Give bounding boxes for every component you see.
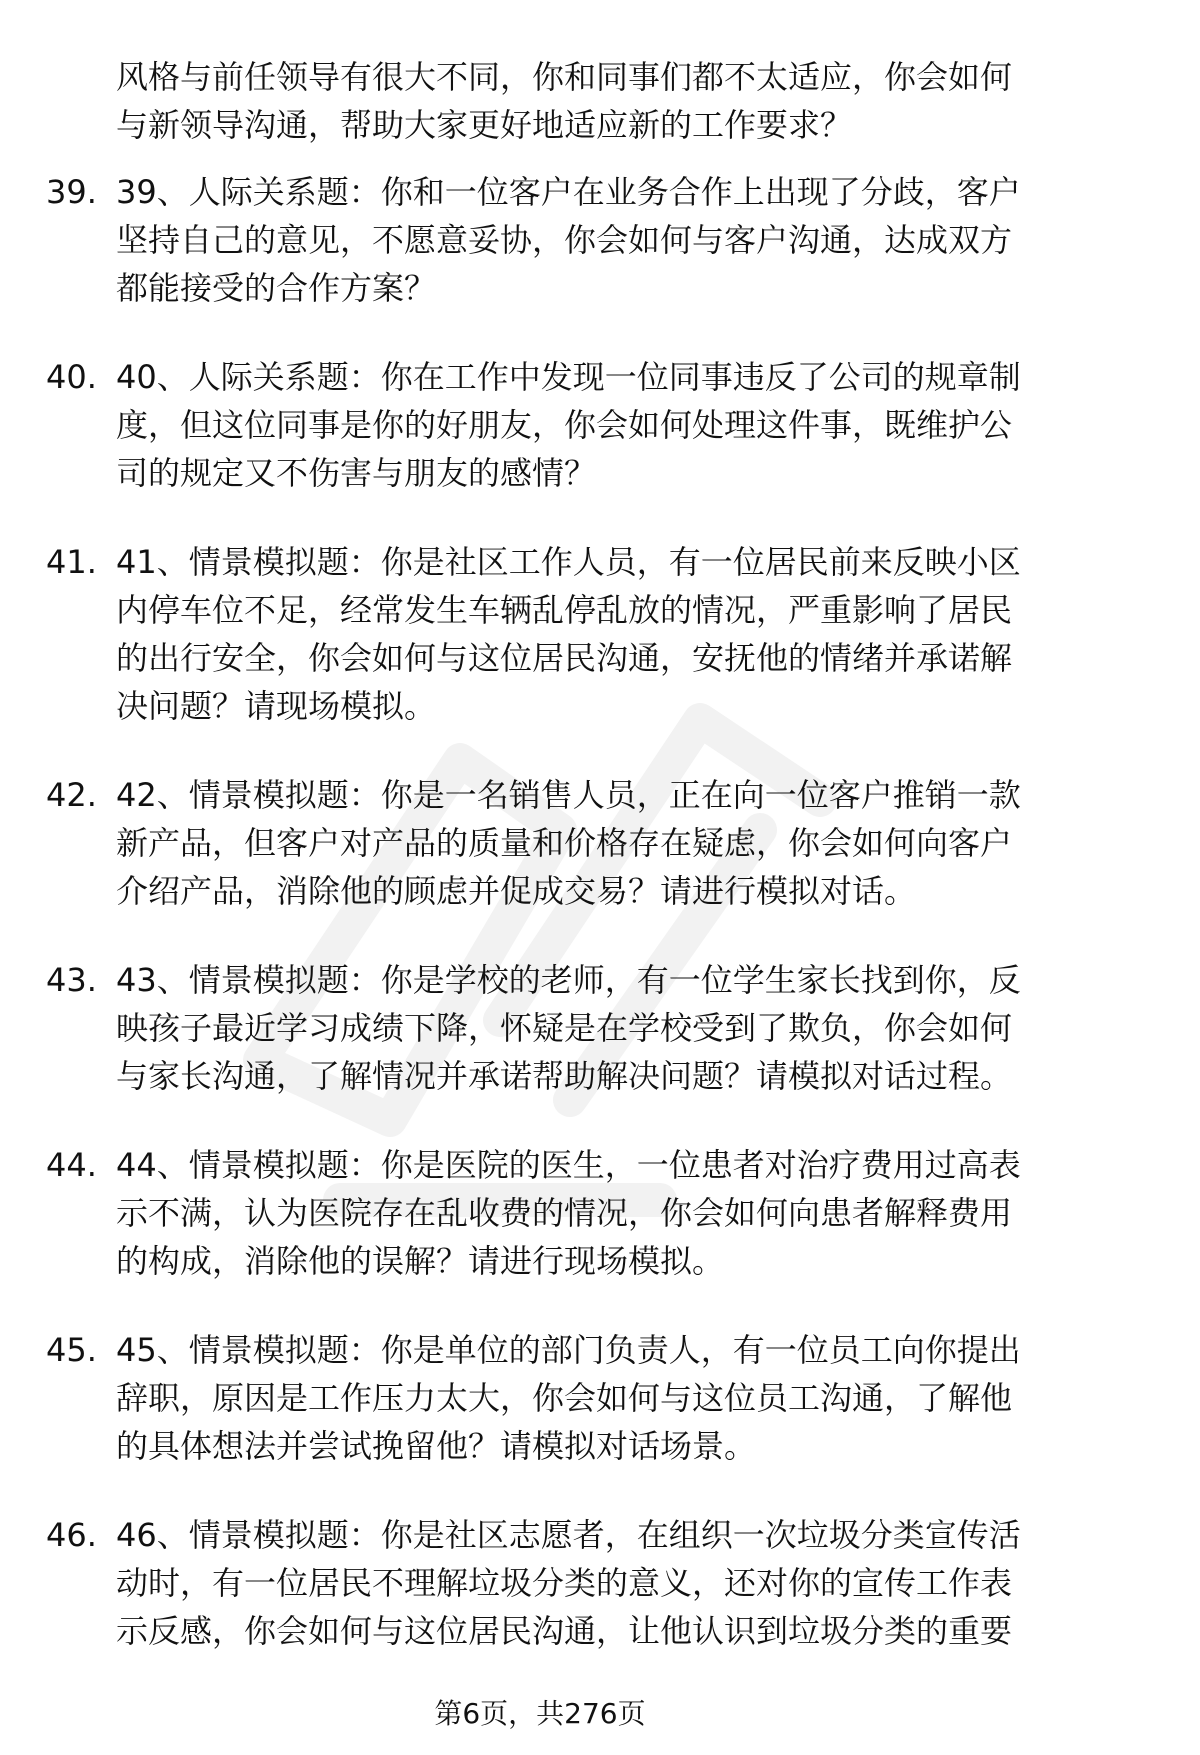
question-text: 40、人际关系题：你在工作中发现一位同事违反了公司的规章制度，但这位同事是你的好朋友，你会如何处理这件事，既维护公司的规定又不伤害与朋友的感情？ (116, 358, 1021, 492)
question-text: 43、情景模拟题：你是学校的老师，有一位学生家长找到你，反映孩子最近学习成绩下降，怀疑是在学校受到了欺负，你会如何与家长沟通，了解情况并承诺帮助解决问题？请模拟对话过程。 (116, 961, 1021, 1095)
question-item (0, 168, 1036, 312)
question-text: 41、情景模拟题：你是社区工作人员，有一位居民前来反映小区内停车位不足，经常发生车辆乱停乱放的情况，严重影响了居民的出行安全，你会如何与这位居民沟通，安抚他的情绪并承诺解决问题？请现场模拟。 (116, 543, 1021, 725)
question-text: 42、情景模拟题：你是一名销售人员，正在向一位客户推销一款新产品，但客户对产品的质量和价格存在疑虑，你会如何向客户介绍产品，消除他的顾虑并促成交易？请进行模拟对话。 (116, 776, 1021, 910)
question-item (0, 353, 1036, 497)
question-text: 45、情景模拟题：你是单位的部门负责人，有一位员工向你提出辞职，原因是工作压力太大，你会如何与这位员工沟通，了解他的具体想法并尝试挽留他？请模拟对话场景。 (116, 1331, 1021, 1465)
question-item (0, 1141, 1036, 1285)
question-item (0, 771, 1036, 915)
question-number: 42. (46, 776, 97, 814)
question-text: 44、情景模拟题：你是医院的医生，一位患者对治疗费用过高表示不满，认为医院存在乱收费的情况，你会如何向患者解释费用的构成，消除他的误解？请进行现场模拟。 (116, 1146, 1021, 1280)
question-number: 46. (46, 1516, 97, 1554)
question-number: 45. (46, 1331, 97, 1369)
question-item (0, 956, 1036, 1100)
page-footer: 第6页，共276页 (434, 1697, 646, 1730)
question-list (0, 168, 1080, 1696)
question-text: 39、人际关系题：你和一位客户在业务合作上出现了分歧，客户坚持自己的意见，不愿意妥协，你会如何与客户沟通，达成双方都能接受的合作方案？ (116, 173, 1021, 307)
question-item (0, 1511, 1036, 1655)
continued-question-text: 风格与前任领导有很大不同，你和同事们都不太适应，你会如何与新领导沟通，帮助大家更好地适应新的工作要求？ (116, 58, 1013, 144)
question-number: 43. (46, 961, 97, 999)
question-item (0, 538, 1036, 730)
question-number: 44. (46, 1146, 97, 1184)
question-item (0, 1326, 1036, 1470)
question-number: 41. (46, 543, 97, 581)
question-number: 39. (46, 173, 97, 211)
question-number: 40. (46, 358, 97, 396)
question-text: 46、情景模拟题：你是社区志愿者，在组织一次垃圾分类宣传活动时，有一位居民不理解垃圾分类的意义，还对你的宣传工作表示反感，你会如何与这位居民沟通，让他认识到垃圾分类的重要 (116, 1516, 1021, 1650)
